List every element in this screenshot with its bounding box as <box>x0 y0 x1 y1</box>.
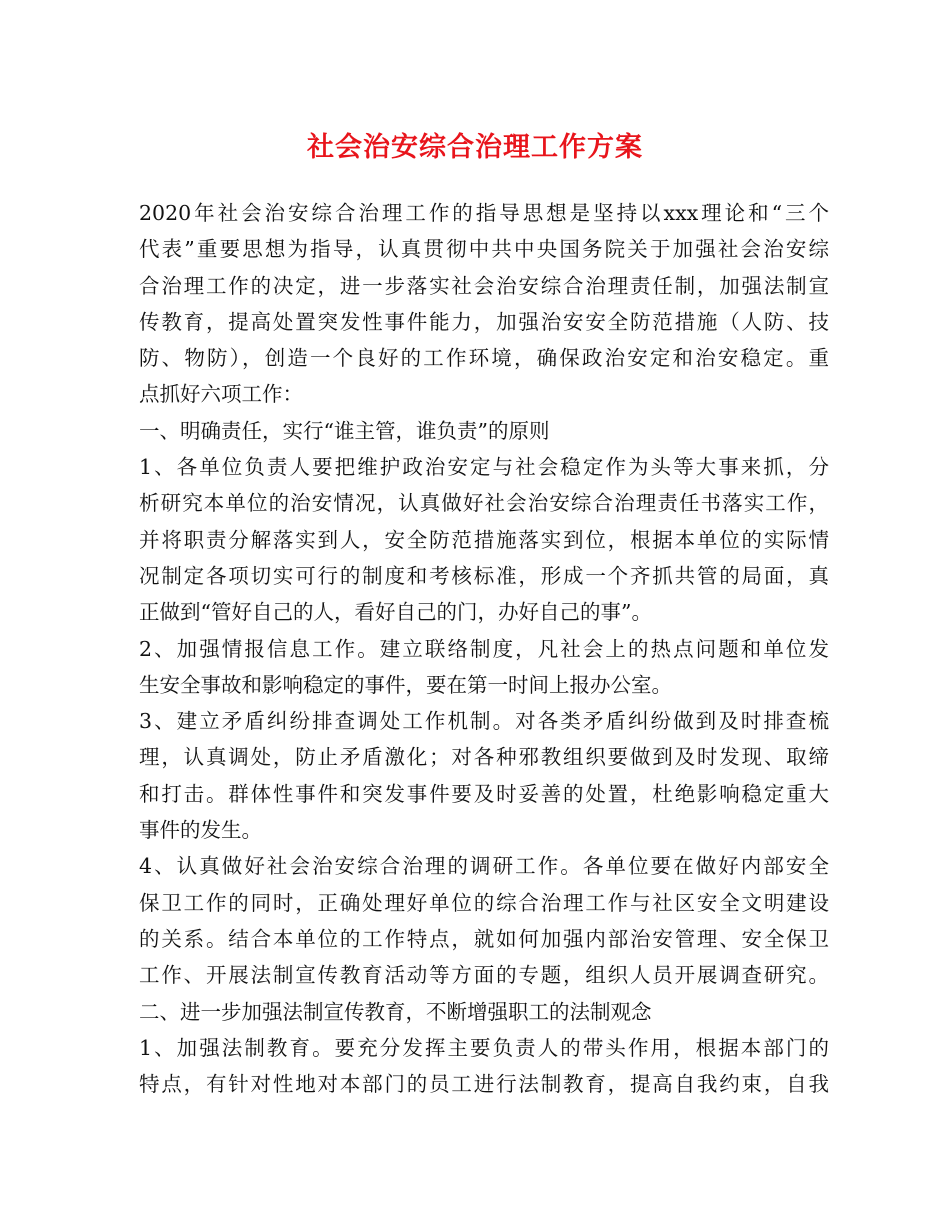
section-heading: 一、明确责任，实行“谁主管，谁负责”的原则 <box>139 418 550 443</box>
body-line: 1、各单位负责人要把维护政治安定与社会稳定作为头等大事来抓，分 <box>139 455 829 480</box>
body-line: 合治理工作的决定，进一步落实社会治安综合治理责任制，加强法制宣 <box>139 273 829 298</box>
body-line: 1、加强法制教育。要充分发挥主要负责人的带头作用，根据本部门的 <box>139 1035 829 1060</box>
body-line: 防、物防），创造一个良好的工作环境，确保政治安定和治安稳定。重 <box>139 346 829 371</box>
body-line: 2020年社会治安综合治理工作的指导思想是坚持以xxx理论和“三个 <box>139 201 829 225</box>
body-line: 况制定各项切实可行的制度和考核标准，形成一个齐抓共管的局面，真 <box>139 563 829 588</box>
body-line: 和打击。群体性事件和突发事件要及时妥善的处置，杜绝影响稳定重大 <box>139 781 829 806</box>
body-line: 工作、开展法制宣传教育活动等方面的专题，组织人员开展调查研究。 <box>139 963 829 988</box>
document-body <box>139 195 829 1102</box>
body-line: 并将职责分解落实到人，安全防范措施落实到位，根据本单位的实际情 <box>139 527 829 552</box>
body-line: 理，认真调处，防止矛盾激化；对各种邪教组织要做到及时发现、取缔 <box>139 745 829 770</box>
body-line: 正做到“管好自己的人，看好自己的门，办好自己的事”。 <box>139 600 652 625</box>
body-line: 3、建立矛盾纠纷排查调处工作机制。对各类矛盾纠纷做到及时排查梳 <box>139 709 829 734</box>
body-line: 4、认真做好社会治安综合治理的调研工作。各单位要在做好内部安全 <box>139 854 829 879</box>
body-line: 代表”重要思想为指导，认真贯彻中共中央国务院关于加强社会治安综 <box>139 237 829 262</box>
section-heading: 二、进一步加强法制宣传教育，不断增强职工的法制观念 <box>139 999 652 1024</box>
body-line: 事件的发生。 <box>139 818 262 843</box>
body-line: 的关系。结合本单位的工作特点，就如何加强内部治安管理、安全保卫 <box>139 926 829 951</box>
body-line: 传教育，提高处置突发性事件能力，加强治安安全防范措施（人防、技 <box>139 309 829 334</box>
body-line: 点抓好六项工作： <box>139 382 303 407</box>
body-line: 生安全事故和影响稳定的事件，要在第一时间上报办公室。 <box>139 672 672 697</box>
body-line: 析研究本单位的治安情况，认真做好社会治安综合治理责任书落实工作， <box>139 491 829 516</box>
document-title: 社会治安综合治理工作方案 <box>307 132 643 163</box>
body-line: 特点，有针对性地对本部门的员工进行法制教育，提高自我约束，自我 <box>139 1072 829 1097</box>
body-line: 保卫工作的同时，正确处理好单位的综合治理工作与社区安全文明建设 <box>139 890 829 915</box>
body-line: 2、加强情报信息工作。建立联络制度，凡社会上的热点问题和单位发 <box>139 636 829 661</box>
